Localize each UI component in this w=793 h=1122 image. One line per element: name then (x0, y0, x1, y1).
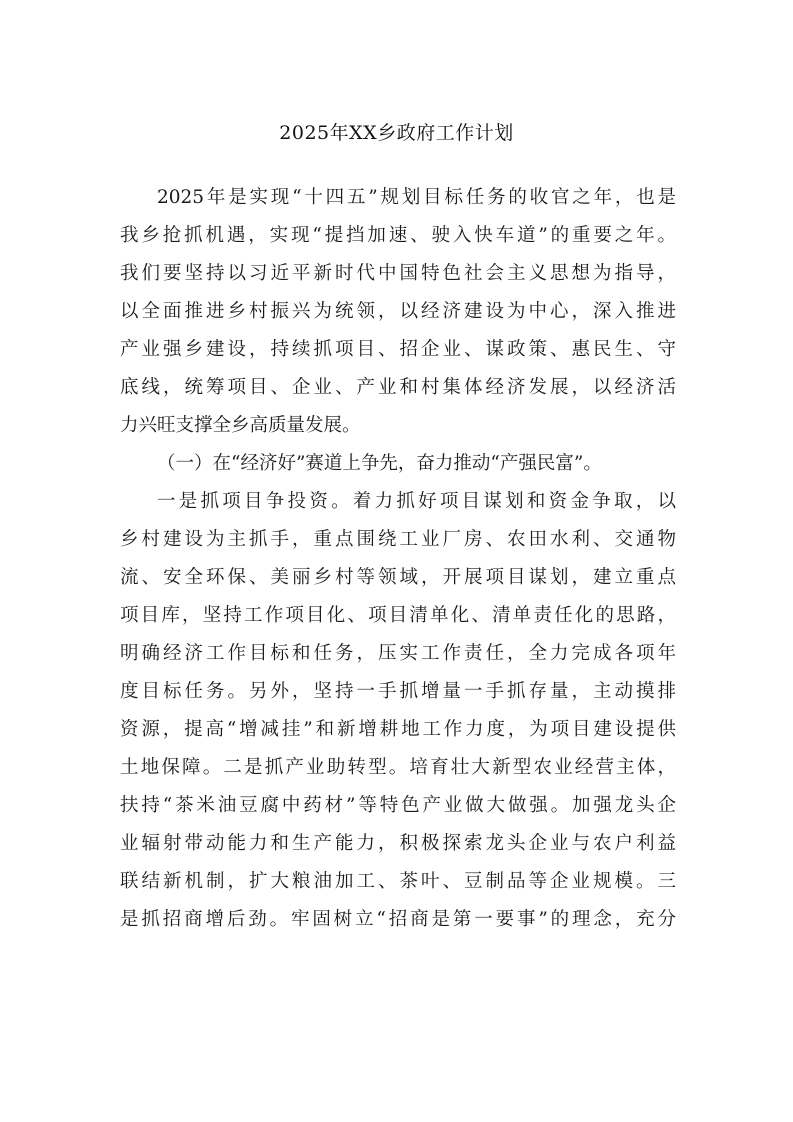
paragraph-line: 土地保障。二是抓产业助转型。培育壮大新型农业经营主体， (120, 757, 676, 778)
paragraph-line: 扶持“茶米油豆腐中药材”等特色产业做大做强。加强龙头企 (120, 795, 676, 816)
paragraph-line: 以全面推进乡村振兴为统领，以经济建设为中心，深入推进 (120, 301, 676, 322)
section-heading: （一）在“经济好”赛道上争先，奋力推动“产强民富”。 (157, 453, 602, 474)
paragraph-line: 底线，统筹项目、企业、产业和村集体经济发展，以经济活 (120, 377, 676, 398)
document-title: 2025年XX乡政府工作计划 (279, 122, 514, 144)
paragraph-line: 我乡抢抓机遇，实现“提挡加速、驶入快车道”的重要之年。 (120, 225, 676, 246)
paragraph-line: 乡村建设为主抓手，重点围绕工业厂房、农田水利、交通物 (120, 529, 676, 550)
paragraph-line: 资源，提高“增减挂”和新增耕地工作力度，为项目建设提供 (120, 719, 676, 740)
paragraph-line: 项目库，坚持工作项目化、项目清单化、清单责任化的思路， (120, 605, 676, 626)
paragraph-line: 一是抓项目争投资。着力抓好项目谋划和资金争取，以 (157, 491, 676, 512)
paragraph-line: 力兴旺支撑全乡高质量发展。 (120, 415, 361, 436)
paragraph-line: 是抓招商增后劲。牢固树立“招商是第一要事”的理念，充分 (120, 909, 676, 930)
paragraph-line: 流、安全环保、美丽乡村等领域，开展项目谋划，建立重点 (120, 567, 676, 588)
paragraph-line: 度目标任务。另外，坚持一手抓增量一手抓存量，主动摸排 (120, 681, 676, 702)
paragraph-line: 我们要坚持以习近平新时代中国特色社会主义思想为指导， (120, 263, 676, 284)
paragraph-line: 2025年是实现“十四五”规划目标任务的收官之年，也是 (157, 187, 676, 208)
paragraph-line: 联结新机制，扩大粮油加工、茶叶、豆制品等企业规模。三 (120, 871, 676, 892)
paragraph-line: 明确经济工作目标和任务，压实工作责任，全力完成各项年 (120, 643, 676, 664)
paragraph-line: 产业强乡建设，持续抓项目、招企业、谋政策、惠民生、守 (120, 339, 676, 360)
paragraph-line: 业辐射带动能力和生产能力，积极探索龙头企业与农户利益 (120, 833, 676, 854)
